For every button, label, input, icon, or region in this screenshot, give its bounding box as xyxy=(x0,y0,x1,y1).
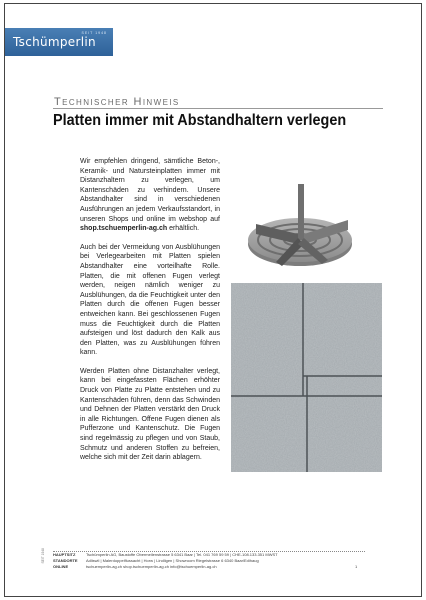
paragraph-efflorescence: Auch bei der Vermeidung von Ausblühungen bei Verlegearbeiten mit Platten spielen Abstandhalter eine vorteilhafte Rolle. Platten, die mit offenen Fugen verlegt werden, neigen nämlich weniger zu Ausblühungen, da die Feuchtigkeit unter den Platten durch die offenen Fugen besser entweichen kann. Bei geschlossenen Fugen muss die Feuchtigkeit durch die Platten aufsteigen und löst dadurch den Kalk aus den Platten, was zu Ausblühungen führen kann. xyxy=(80,243,220,357)
logo-subtitle: SEIT 1948 xyxy=(81,31,107,35)
footer-label-hq: HAUPTSITZ xyxy=(53,552,76,557)
company-logo xyxy=(5,28,113,56)
paragraph-edge-damage: Werden Platten ohne Distanzhalter verlegt, kann bei eingefassten Flächen erhöhter Druck von Platte zu Platte entstehen und zu Kantenschäden führen, denn das Schwinden und Dehnen der Platten verstärkt den Druck in alle Richtungen. Offene Fugen dienen als Pufferzone und Kantenschutz. Die Fugen sind regelmässig zu pflegen und von Staub, Schmutz und anderen Stoffen zu befreien, welche sich mit der Zeit darin ablagern. xyxy=(80,367,220,462)
webshop-link[interactable]: shop.tschuemperlin-ag.ch xyxy=(80,225,168,233)
section-divider xyxy=(53,108,383,109)
intro-text: Wir empfehlen dringend, sämtliche Beton-, Keramik- und Natursteinplatten immer mit Distanzhaltern zu verlegen, um Kantenschäden zu verhindern. Unsere Abstandhalter sind in verschiedenen Ausführungen an jedem Verkaufsstandort, in unseren Shops und online im webshop auf xyxy=(80,158,220,223)
footer-line-locations: Adliswil | Malerdoppelflussacht | Horw | Lindligen | Showroom Riegelstrasse 6 6340 Baar/Edihaug xyxy=(86,558,259,563)
stone-tiles-image xyxy=(231,283,382,472)
footer-line-online[interactable]: tschuemperlin-ag.ch shop.tschuemperlin-ag.ch info@tschuemperlin-ag.ch xyxy=(86,564,217,569)
footer-side-mark: SEIT 1948 xyxy=(41,548,45,564)
logo-wordmark: Tschümperlin xyxy=(13,35,96,49)
footer-labels xyxy=(53,552,83,570)
footer-label-online: ONLINE xyxy=(53,564,69,569)
footer-line-hq: Tschümperlin AG, Baustoffe Obermeilenstrasse 5 6341 Baar | Tel. 041 769 59 59 | CHE-108.133.351 MWST xyxy=(86,552,278,557)
section-label: Technischer Hinweis xyxy=(54,96,180,108)
spacer-product-image xyxy=(236,180,364,284)
body-text xyxy=(80,157,220,472)
paragraph-intro xyxy=(80,157,220,234)
footer-label-locations: STANDORTE xyxy=(53,558,78,563)
intro-end: erhältlich. xyxy=(167,225,200,233)
page-number: 1 xyxy=(355,564,358,569)
footer-contact xyxy=(86,552,356,570)
page-title: Platten immer mit Abstandhaltern verlegen xyxy=(53,112,347,129)
